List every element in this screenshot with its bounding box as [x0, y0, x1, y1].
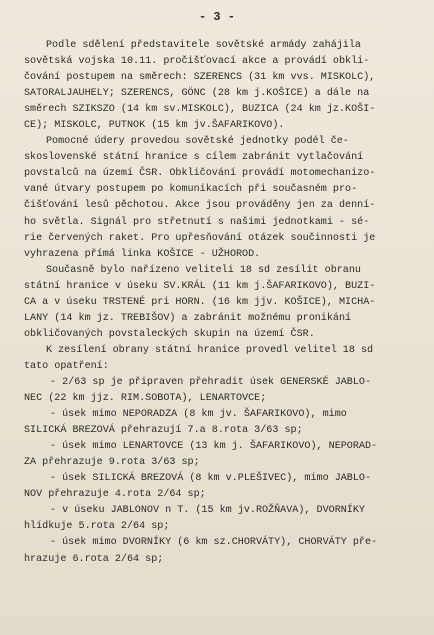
text-line: rie červených raket. Pro upřesňování otázek součinnosti je — [24, 232, 376, 244]
text-line: Současně bylo nařízeno veliteli 18 sd zesílit obranu — [46, 264, 361, 276]
text-line: čování postupem na směrech: SZERENCS (31 km vvs. MISKOLC), — [24, 72, 376, 84]
text-line: Pomocné údery provedou sovětské jednotky podél če- — [46, 136, 349, 148]
text-line: sovětská vojska 10.11. pročišťovací akce a provádí obkli- — [24, 56, 370, 68]
text-line: Podle sdělení představitele sovětské armády zahájila — [46, 40, 361, 51]
text-line: povstalců na území ČSR. Obkličování provádí motomechanizo- — [24, 168, 376, 180]
text-line: - úsek mimo LENARTOVCE (13 km j. ŠAFARIKOVO), NEPORAD- — [50, 441, 378, 453]
text-line: SATORALJAUHELY; SZERENCS, GÖNC (28 km j.KOŠICE) a dále na — [24, 88, 370, 100]
text-line: hlídkuje 5.rota 2/64 sp; — [24, 521, 170, 533]
text-line: - úsek SILICKÁ BREZOVÁ (8 km v.PLEŠIVEC), mimo JABLO- — [50, 473, 372, 485]
text-line: vyhrazena přímá linka KOŠICE - UŽHOROD. — [24, 248, 261, 260]
text-line: - úsek mimo DVORNÍKY (6 km sz.CHORVÁTY), CHORVÁTY pře- — [50, 537, 378, 549]
text-line: státní hranice v úseku SV.KRÁL (11 km j.ŠAFARIKOVO), BUZI- — [24, 280, 376, 292]
document-body — [24, 38, 420, 568]
text-line: NEC (22 km jjz. RIM.SOBOTA), LENARTOVCE; — [24, 393, 267, 405]
text-line: LANY (14 km jz. TREBIŠOV) a zabránit možnému pronikání — [24, 312, 352, 324]
text-line: - v úseku JABLONOV n T. (15 km jv.ROŽŇAVA), DVORNÍKY — [50, 505, 365, 517]
text-line: K zesílení obrany státní hranice provedl velitel 18 sd — [46, 344, 374, 356]
text-line: obkličovaných povstaleckých skupin na území ČSR. — [24, 328, 315, 340]
text-line: ZA přehrazuje 9.rota 3/63 sp; — [24, 457, 200, 469]
text-line: NOV přehrazuje 4.rota 2/64 sp; — [24, 489, 206, 501]
text-line: skoslovenské státní hranice s cílem zabránit vytlačování — [24, 152, 364, 164]
text-line: CE); MISKOLC, PUTNOK (15 km jv.ŠAFARIKOVO). — [24, 120, 285, 132]
text-line: ho světla. Signál pro střetnutí s našimi jednotkami - sé- — [24, 216, 370, 228]
text-line: SILICKÁ BREZOVÁ přehrazují 7.a 8.rota 3/63 sp; — [24, 425, 303, 437]
page-number: - 3 - — [198, 10, 235, 24]
text-line: tato opatření: — [24, 360, 109, 372]
text-line: čišťování lesů pěchotou. Akce jsou prováděny jen za denní- — [24, 200, 376, 212]
text-line: směrech SZIKSZO (14 km sv.MISKOLC), BUZICA (24 km jz.KOŠI- — [24, 104, 376, 116]
text-line: - úsek mimo NEPORADZA (8 km jv. ŠAFARIKOVO), mimo — [50, 409, 347, 421]
text-line: CA a v úseku TRSTENÉ pri HORN. (16 km jjv. KOŠICE), MICHA- — [24, 296, 376, 308]
text-line: hrazuje 6.rota 2/64 sp; — [24, 553, 164, 565]
text-line: - 2/63 sp je připraven přehradit úsek GENERSKÉ JABLO- — [50, 376, 372, 388]
text-line: vané útvary postupem po komunikacích při současném pro- — [24, 184, 358, 196]
